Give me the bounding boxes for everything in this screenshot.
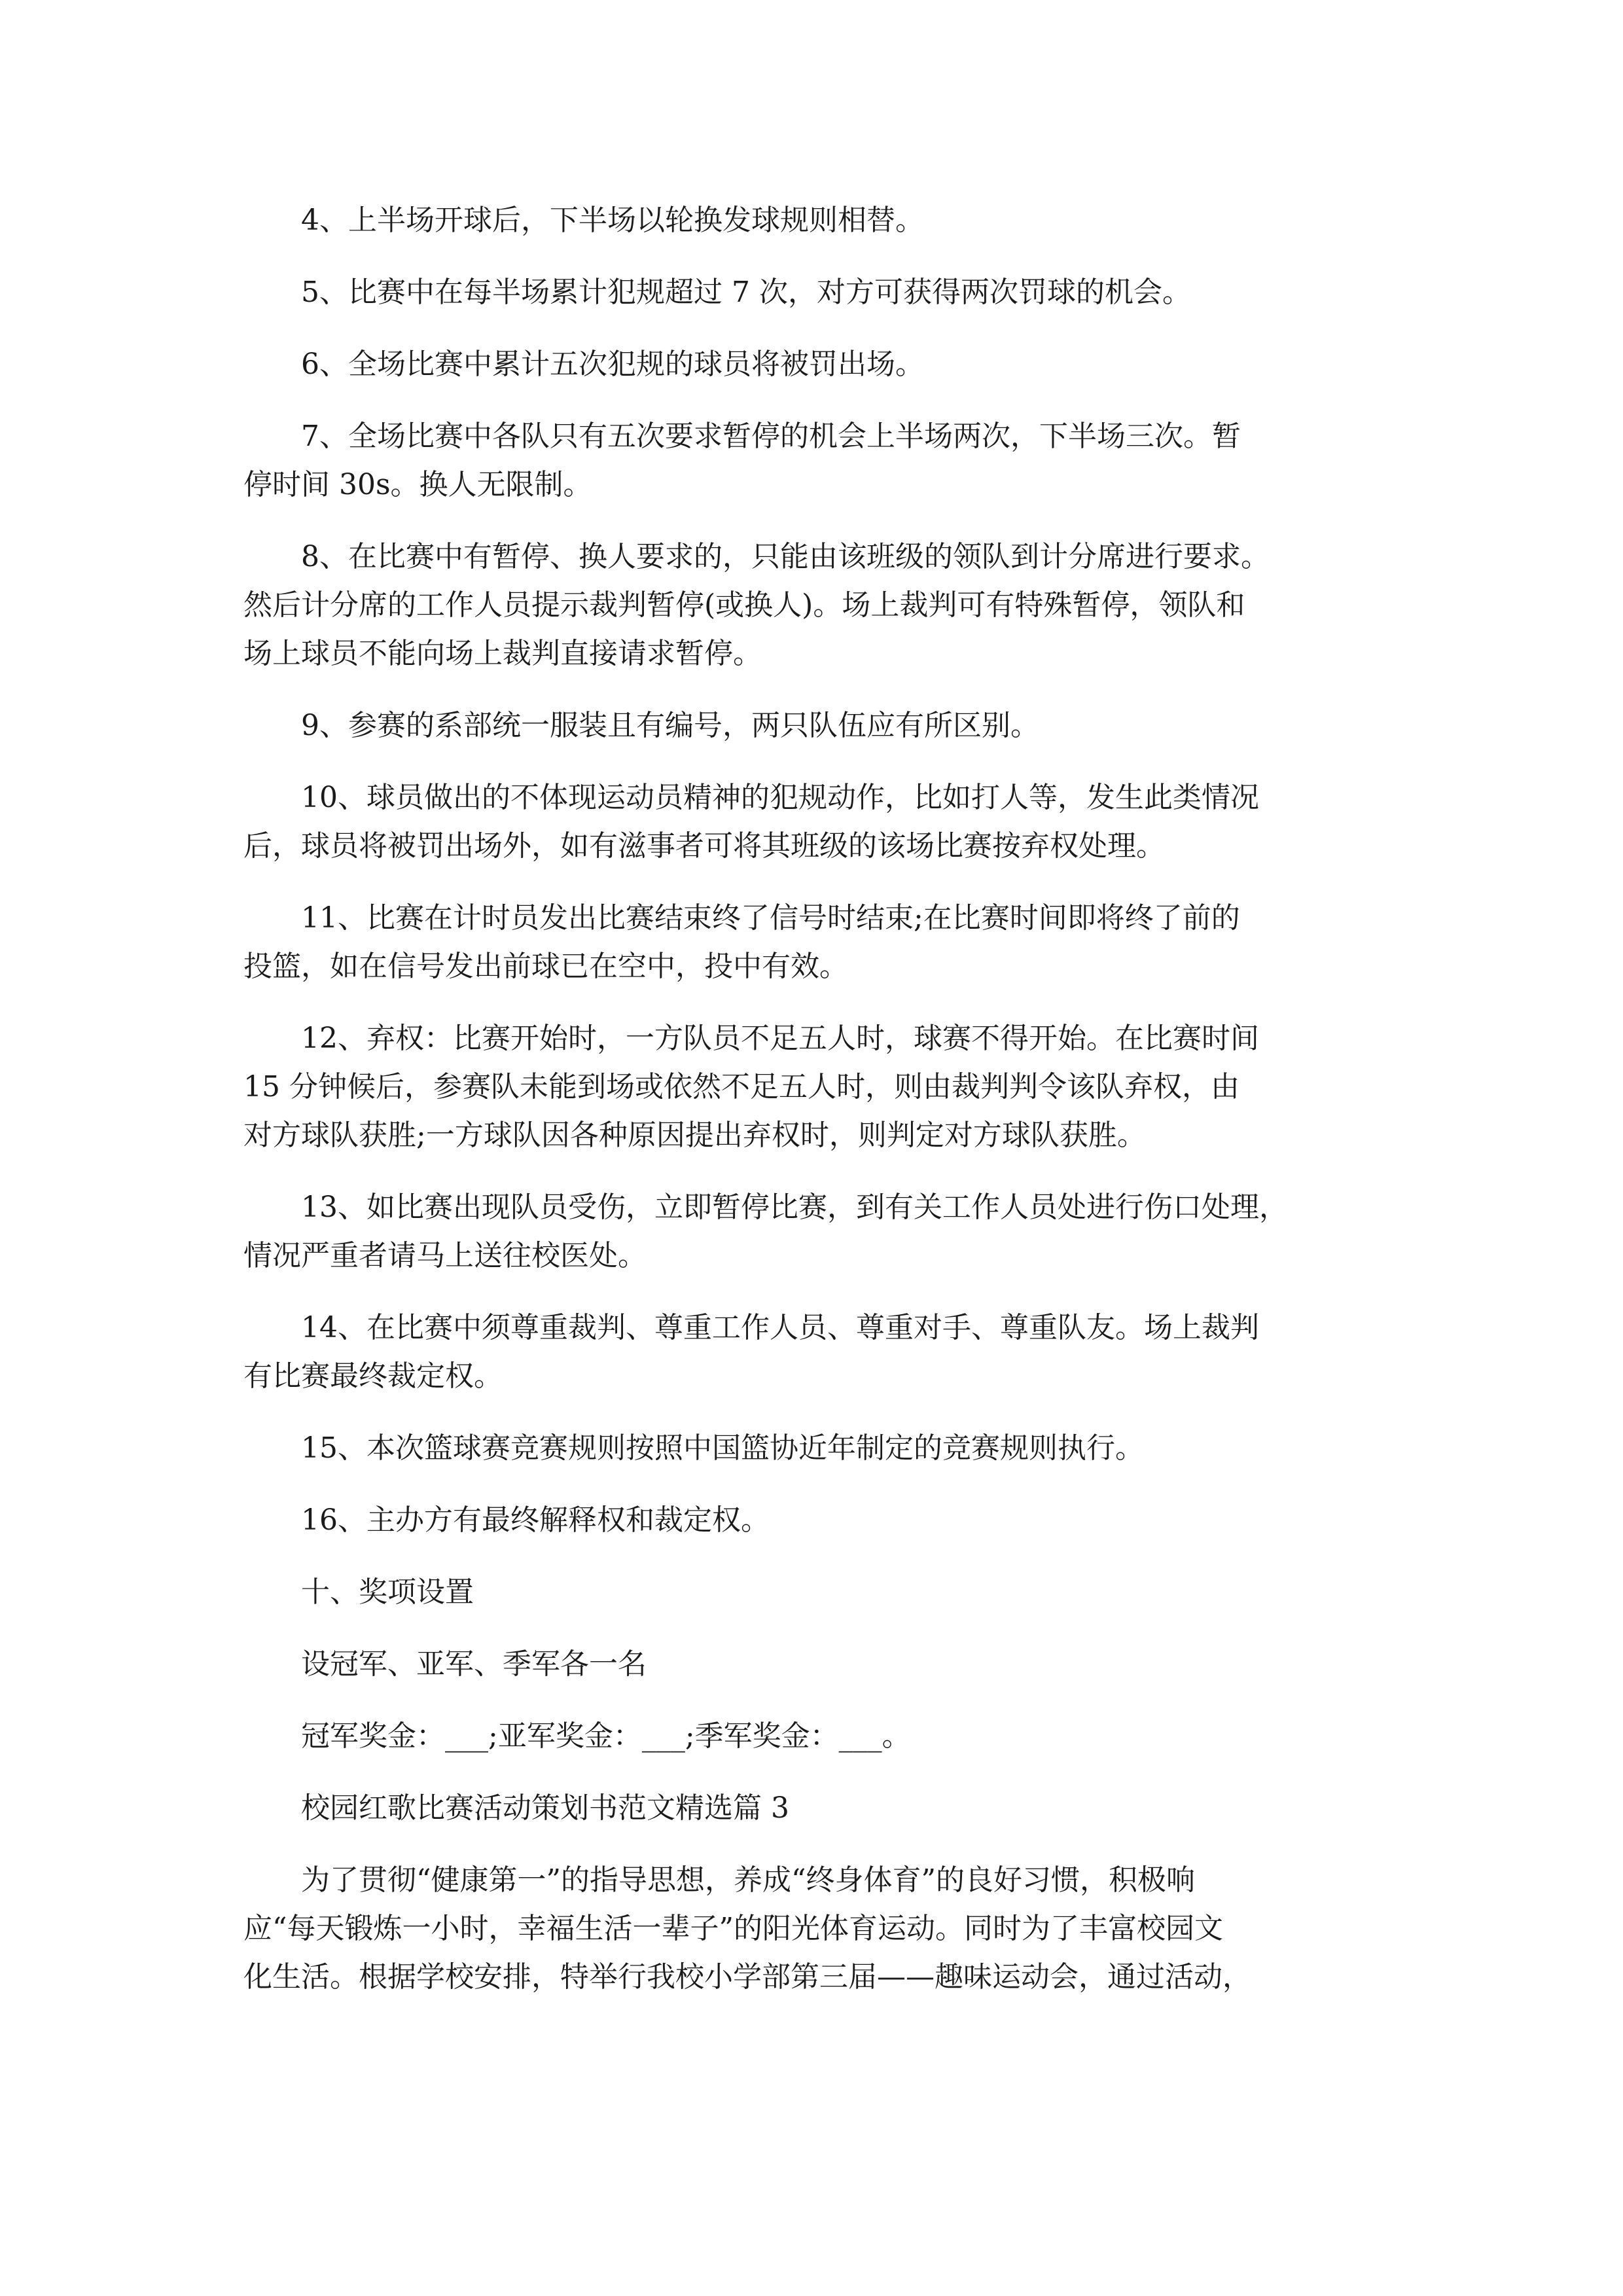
- article-title: [243, 1784, 1382, 1833]
- text-line: 7、全场比赛中各队只有五次要求暂停的机会上半场两次，下半场三次。暂: [301, 420, 1241, 453]
- text-line: 场上球员不能向场上裁判直接请求暂停。: [243, 637, 762, 670]
- text-line: 10、球员做出的不体现运动员精神的犯规动作，比如打人等，发生此类情况: [301, 781, 1259, 814]
- paragraph-rule-7: [243, 412, 1382, 509]
- text-line: 8、在比赛中有暂停、换人要求的，只能由该班级的领队到计分席进行要求。: [301, 540, 1270, 573]
- paragraph-rule-12: [243, 1014, 1382, 1160]
- text-line: 后，球员将被罚出场外，如有滋事者可将其班级的该场比赛按弃权处理。: [243, 829, 1165, 863]
- text-line: 有比赛最终裁定权。: [243, 1359, 503, 1393]
- paragraph-rule-10: [243, 774, 1382, 870]
- text-line: 15 分钟候后，参赛队未能到场或依然不足五人时，则由裁判判令该队弃权，由: [243, 1070, 1240, 1103]
- text-line: 十、奖项设置: [301, 1575, 474, 1609]
- text-line: 设冠军、亚军、季军各一名: [301, 1647, 647, 1681]
- text-line: 6、全场比赛中累计五次犯规的球员将被罚出场。: [301, 348, 924, 381]
- text-line: 化生活。根据学校安排，特举行我校小学部第三届——趣味运动会，通过活动，: [243, 1960, 1251, 1994]
- text-line: 4、上半场开球后，下半场以轮换发球规则相替。: [301, 204, 924, 237]
- text-line: 9、参赛的系部统一服装且有编号，两只队伍应有所区别。: [301, 709, 1039, 742]
- paragraph-rule-11: [243, 894, 1382, 991]
- text-line: 应“每天锻炼一小时，幸福生活一辈子”的阳光体育运动。同时为了丰富校园文: [243, 1912, 1223, 1945]
- text-line: 12、弃权：比赛开始时，一方队员不足五人时，球赛不得开始。在比赛时间: [301, 1022, 1259, 1055]
- paragraph-intro: [243, 1856, 1382, 2001]
- text-line: 校园红歌比赛活动策划书范文精选篇 3: [301, 1791, 789, 1825]
- document-page: [243, 196, 1382, 2001]
- text-line: 对方球队获胜;一方球队因各种原因提出弃权时，则判定对方球队获胜。: [243, 1119, 1146, 1152]
- text-line: 15、本次篮球赛竞赛规则按照中国篮协近年制定的竞赛规则执行。: [301, 1431, 1144, 1465]
- text-line: 16、主办方有最终解释权和裁定权。: [301, 1503, 770, 1537]
- text-line: 然后计分席的工作人员提示裁判暂停(或换人)。场上裁判可有特殊暂停，领队和: [243, 588, 1245, 622]
- text-line: 为了贯彻“健康第一”的指导思想，养成“终身体育”的良好习惯，积极响: [301, 1863, 1195, 1897]
- paragraph-rule-13: [243, 1183, 1382, 1280]
- text-line: 停时间 30s。换人无限制。: [243, 468, 592, 501]
- text-line: 投篮，如在信号发出前球已在空中，投中有效。: [243, 950, 848, 983]
- text-line: 冠军奖金：___;亚军奖金：___;季军奖金：___。: [301, 1719, 911, 1753]
- paragraph-awards: [243, 1640, 1382, 1689]
- text-line: 11、比赛在计时员发出比赛结束终了信号时结束;在比赛时间即将终了前的: [301, 901, 1240, 935]
- text-line: 情况严重者请马上送往校医处。: [243, 1239, 647, 1272]
- paragraph-rule-6: [243, 340, 1382, 389]
- paragraph-rule-14: [243, 1304, 1382, 1401]
- paragraph-rule-5: [243, 268, 1382, 317]
- section-heading-awards: [243, 1568, 1382, 1617]
- text-line: 13、如比赛出现队员受伤，立即暂停比赛，到有关工作人员处进行伤口处理，: [301, 1191, 1288, 1224]
- paragraph-rule-15: [243, 1424, 1382, 1473]
- paragraph-rule-9: [243, 702, 1382, 750]
- text-line: 5、比赛中在每半场累计犯规超过 7 次，对方可获得两次罚球的机会。: [301, 276, 1191, 309]
- paragraph-rule-4: [243, 196, 1382, 245]
- paragraph-rule-8: [243, 533, 1382, 678]
- text-line: 14、在比赛中须尊重裁判、尊重工作人员、尊重对手、尊重队友。场上裁判: [301, 1311, 1259, 1344]
- paragraph-prize-money: [243, 1712, 1382, 1761]
- paragraph-rule-16: [243, 1496, 1382, 1545]
